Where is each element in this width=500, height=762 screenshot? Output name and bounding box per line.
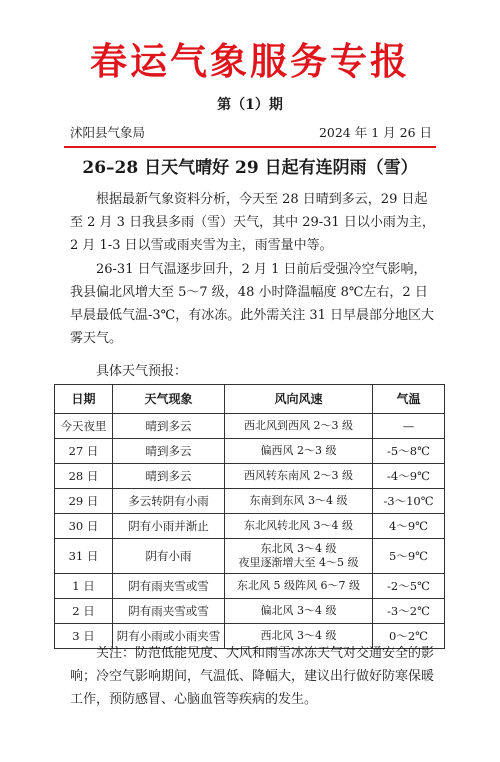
cell-date: 31 日 <box>55 539 113 574</box>
cell-wind: 西北风到西风 2～3 级 <box>225 414 373 439</box>
cell-weather: 多云转阴有小雨 <box>113 489 225 514</box>
header-wind: 风向风速 <box>225 385 373 414</box>
meta-line <box>70 124 432 142</box>
cell-weather: 晴到多云 <box>113 414 225 439</box>
cell-temp: 5～9℃ <box>373 539 445 574</box>
table-row <box>55 439 445 464</box>
cell-temp: -3～10℃ <box>373 489 445 514</box>
cell-date: 27 日 <box>55 439 113 464</box>
table-row <box>55 489 445 514</box>
table-row <box>55 414 445 439</box>
cell-date: 2 日 <box>55 599 113 624</box>
cell-date: 1 日 <box>55 574 113 599</box>
issue-number: 第（1）期 <box>217 97 283 113</box>
cell-wind-line-1: 东北风 3～4 级 <box>260 542 337 555</box>
cell-weather: 晴到多云 <box>113 464 225 489</box>
cell-date: 30 日 <box>55 514 113 539</box>
cell-wind: 西北风 3～4 级 <box>225 624 373 649</box>
cell-temp: -4～9℃ <box>373 464 445 489</box>
cell-weather: 晴到多云 <box>113 439 225 464</box>
masthead-title: 春运气象服务专报 <box>90 40 410 83</box>
cell-temp: -5～8℃ <box>373 439 445 464</box>
cell-wind <box>225 539 373 574</box>
cell-date: 3 日 <box>55 624 113 649</box>
red-divider <box>64 146 436 148</box>
cell-date: 29 日 <box>55 489 113 514</box>
cell-date: 28 日 <box>55 464 113 489</box>
cell-wind: 偏北风 3～4 级 <box>225 599 373 624</box>
cell-temp: -2～5℃ <box>373 574 445 599</box>
cell-temp: 0～2℃ <box>373 624 445 649</box>
cell-wind: 西风转东南风 2～3 级 <box>225 464 373 489</box>
header-temp: 气温 <box>373 385 445 414</box>
cell-wind: 东南到东风 3～4 级 <box>225 489 373 514</box>
cell-weather: 阴有雨夹雪或雪 <box>113 574 225 599</box>
cell-wind-line-2: 夜里逐渐增大至 4～5 级 <box>238 556 359 569</box>
cell-wind: 东北风 5 级阵风 6～7 级 <box>225 574 373 599</box>
paragraph-forecast-intro: 具体天气预报： <box>96 364 188 379</box>
table-row <box>55 599 445 624</box>
cell-temp: -3～2℃ <box>373 599 445 624</box>
paragraph-overview: 根据最新气象资料分析，今天至 28 日晴到多云，29 日起至 2 月 3 日我县多雨（雪）天气，其中 29-31 日以小雨为主，2 月 1-3 日以雪或雨夹雪为主，雨雪量中等。 <box>70 192 435 253</box>
forecast-table <box>54 384 445 649</box>
cell-wind: 偏西风 2～3 级 <box>225 439 373 464</box>
cell-temp: 4～9℃ <box>373 514 445 539</box>
cell-temp: — <box>373 414 445 439</box>
cell-weather: 阴有小雨并渐止 <box>113 514 225 539</box>
header-weather: 天气现象 <box>113 385 225 414</box>
issue-date: 2024 年 1 月 26 日 <box>318 125 432 140</box>
headline: 26–28 日天气晴好 29 日起有连阴雨（雪） <box>82 158 418 178</box>
table-row <box>55 514 445 539</box>
table-row <box>55 574 445 599</box>
issuing-organization: 沭阳县气象局 <box>70 125 146 140</box>
paragraph-temperature: 26-31 日气温逐步回升，2 月 1 日前后受强冷空气影响，我县偏北风增大至 5～7 级，48 小时降温幅度 8℃左右，2 日早晨最低气温-3℃，有冰冻。此外需关注 31 日早晨部分地区大雾天气。 <box>70 262 435 346</box>
cell-date: 今天夜里 <box>55 414 113 439</box>
cell-weather: 阴有小雨 <box>113 539 225 574</box>
paragraph-notice: 关注：防范低能见度、大风和雨雪冰冻天气对交通安全的影响；冷空气影响期间，气温低、降幅大，建议出行做好防寒保暖工作，预防感冒、心脑血管等疾病的发生。 <box>70 646 435 707</box>
table-row <box>55 539 445 574</box>
cell-weather: 阴有小雨或小雨夹雪 <box>113 624 225 649</box>
table-header-row <box>55 385 445 414</box>
header-date: 日期 <box>55 385 113 414</box>
cell-weather: 阴有雨夹雪或雪 <box>113 599 225 624</box>
table-row <box>55 464 445 489</box>
cell-wind: 东北风转北风 3～4 级 <box>225 514 373 539</box>
